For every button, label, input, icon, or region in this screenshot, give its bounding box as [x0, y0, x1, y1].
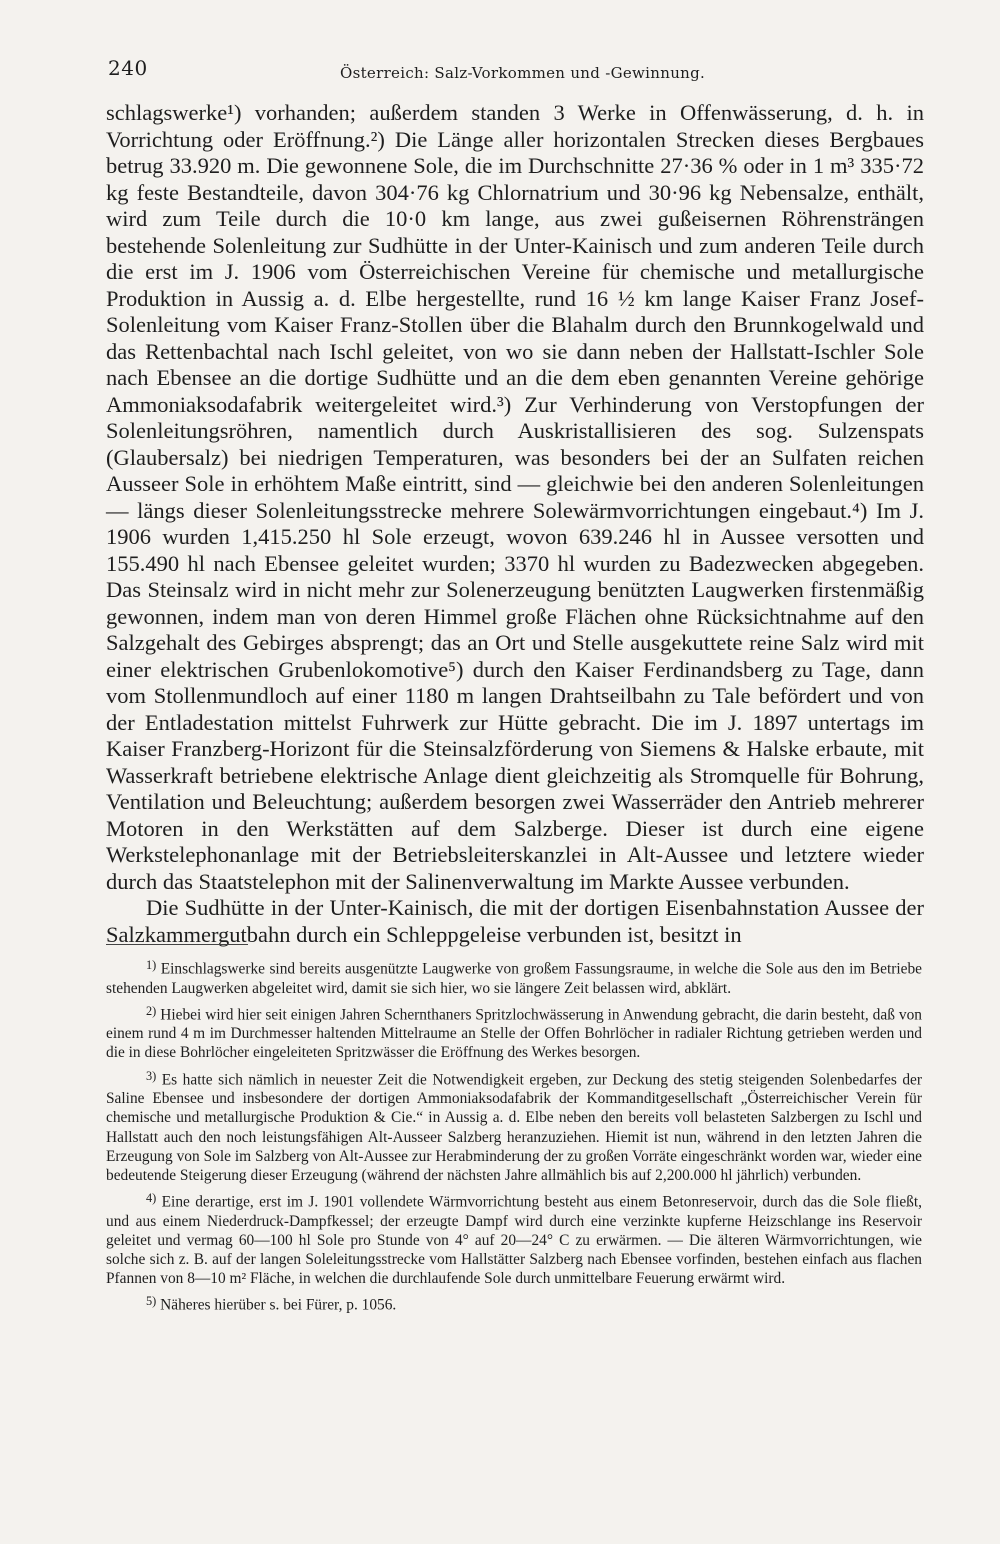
footnote [106, 956, 922, 998]
footnote-mark: 4) [146, 1191, 157, 1206]
footnote-text: Es hatte sich nämlich in neuester Zeit die Notwendigkeit ergeben, zur Deckung des stetig steigenden Solenbedarfes der Saline Ebensee und insbesondere der dortigen Ammoniaksodafabrik der Kommanditgesellschaft „Österreichischer Verein für chemische und metallurgische Produktion & Cie.“ in Aussig a. d. Elbe neben den bereits voll belasteten Salzbergen zu Ischl und Hallstatt auch den noch leistungsfähigen Alt-Ausseer Salzberg heranzuziehen. Hiemit ist nun, während in den letzten Jahren die Erzeugung von Sole im Salzberg von Alt-Aussee zur Herabminderung der zu großen Vorräte eingeschränkt worden war, wieder eine bedeutende Steigerung dieser Erzeugung (während der nächsten Jahre allmählich bis auf 2,200.000 hl jährlich) verbunden. [106, 1070, 922, 1184]
footnote-mark: 5) [146, 1294, 157, 1309]
footnote-mark: 2) [146, 1003, 157, 1018]
main-text [106, 100, 924, 948]
paragraph: schlagswerke¹) vorhanden; außerdem standen 3 Werke in Offenwässerung, d. h. in Vorrichtung oder Eröffnung.²) Die Länge aller horizontalen Strecken dieses Bergbaues betrug 33.920 m. Die gewonnene Sole, die im Durchschnitte 27·36 % oder in 1 m³ 335·72 kg feste Bestandteile, davon 304·76 kg Chlornatrium und 30·96 kg Nebensalze, enthält, wird zum Teile durch die 10·0 km lange, aus zwei gußeisernen Röhrensträngen bestehende Solenleitung zur Sudhütte in der Unter-Kainisch und zum anderen Teile durch die erst im J. 1906 vom Österreichischen Vereine für chemische und metallurgische Produktion in Aussig a. d. Elbe hergestellte, rund 16 ½ km lange Kaiser Franz Josef-Solenleitung vom Kaiser Franz-Stollen über die Blahalm durch den Brunnkogelwald und das Rettenbachtal nach Ischl geleitet, von wo sie dann neben der Hallstatt-Ischler Sole nach Ebensee an die dortige Sudhütte und an die dem eben genannten Vereine gehörige Ammoniaksodafabrik weitergeleitet wird.³) Zur Verhinderung von Verstopfungen der Solenleitungsröhren, namentlich durch Auskristallisieren des sog. Sulzenspats (Glaubersalz) bei niedrigen Temperaturen, was besonders bei der an Sulfaten reichen Ausseer Sole in erhöhtem Maße eintritt, sind — gleichwie bei den anderen Solenleitungen — längs dieser Solenleitungsstrecke mehrere Solewärmvorrichtungen eingebaut.⁴) Im J. 1906 wurden 1,415.250 hl Sole erzeugt, wovon 639.246 hl in Aussee versotten und 155.490 hl nach Ebensee geleitet wurden; 3370 hl wurden zu Badezwecken abgegeben. Das Steinsalz wird in nicht mehr zur Solenerzeugung benützten Laugwerken firstenmäßig gewonnen, indem man von deren Himmel große Flächen ohne Rücksichtnahme auf den Salzgehalt des Gebirges absprengt; das an Ort und Stelle ausgekuttete reine Salz wird mit einer elektrischen Grubenlokomotive⁵) durch den Kaiser Ferdinandsberg zu Tage, dann vom Stollenmundloch auf einer 1180 m langen Drahtseilbahn zu Tale befördert und von der Entladestation mittelst Fuhrwerk zur Hütte gebracht. Die im J. 1897 untertags im Kaiser Franzberg-Horizont für die Steinsalzförderung von Siemens & Halske erbaute, mit Wasserkraft betriebene elektrische Anlage dient gleichzeitig als Stromquelle für Bohrung, Ventilation und Beleuchtung; außerdem besorgen zwei Wasserräder den Antrieb mehrerer Motoren in den Werkstätten auf dem Salzberge. Dieser ist durch eine eigene Werkstelephonanlage mit der Betriebsleiterskanzlei in Alt-Aussee und letztere wieder durch das Staatstelephon mit der Salinenverwaltung im Markte Aussee verbunden. [106, 100, 924, 894]
footnote-text: Näheres hierüber s. bei Fürer, p. 1056. [160, 1296, 397, 1314]
footnote [106, 1292, 922, 1315]
footnote-text: Hiebei wird hier seit einigen Jahren Schernthaners Spritzlochwässerung in Anwendung gebracht, die darin besteht, daß von einem rund 4 m im Durchmesser haltenden Mittelraume an Stelle der Offen Bohrlöcher in radialer Richtung getrieben werden und die in diese Bohrlöcher eingeleiteten Spritzwässer die Eröffnung des Werkes besorgen. [106, 1006, 922, 1062]
running-title: Österreich: Salz-Vorkommen und -Gewinnung. [340, 64, 706, 82]
footnote [106, 1002, 922, 1063]
footnote-text: Eine derartige, erst im J. 1901 vollendete Wärmvorrichtung besteht aus einem Betonreservoir, durch das die Sole fließt, und aus einem Niederdruck-Dampfkessel; der erzeugte Dampf wird durch eine verzinkte kupferne Heizschlange ins Reservoir geleitet und vermag 60—100 hl Sole pro Stunde von 4° auf 20—24° C zu erwärmen. — Die älteren Wärmvorrichtungen, wie solche sich z. B. auf der langen Soleleitungsstrecke vom Hallstätter Salzberg nach Ebensee vorfinden, bestehen einfach aus flachen Pfannen von 8—10 m² Fläche, in welchen die durchlaufende Sole durch unmittelbare Feuerung erwärmt wird. [106, 1193, 922, 1288]
footnotes [106, 956, 922, 1319]
paragraph: Die Sudhütte in der Unter-Kainisch, die mit der dortigen Eisenbahnstation Aussee der Salzkammergutbahn durch ein Schleppgeleise verbunden ist, besitzt in [106, 895, 924, 947]
page-number: 240 [108, 56, 148, 80]
footnote [106, 1067, 922, 1186]
footnote-mark: 3) [146, 1068, 157, 1083]
footnote-divider [106, 944, 248, 945]
footnote-mark: 1) [146, 958, 157, 972]
footnote-text: Einschlagswerke sind bereits ausgenützte Laugwerke von großem Fassungsraume, in welche die Sole aus den im Betriebe stehenden Laugwerken abgeleitet wird, damit sie sich hier, wo sie längere Zeit belassen wird, abklärt. [106, 960, 922, 997]
footnote [106, 1189, 922, 1288]
